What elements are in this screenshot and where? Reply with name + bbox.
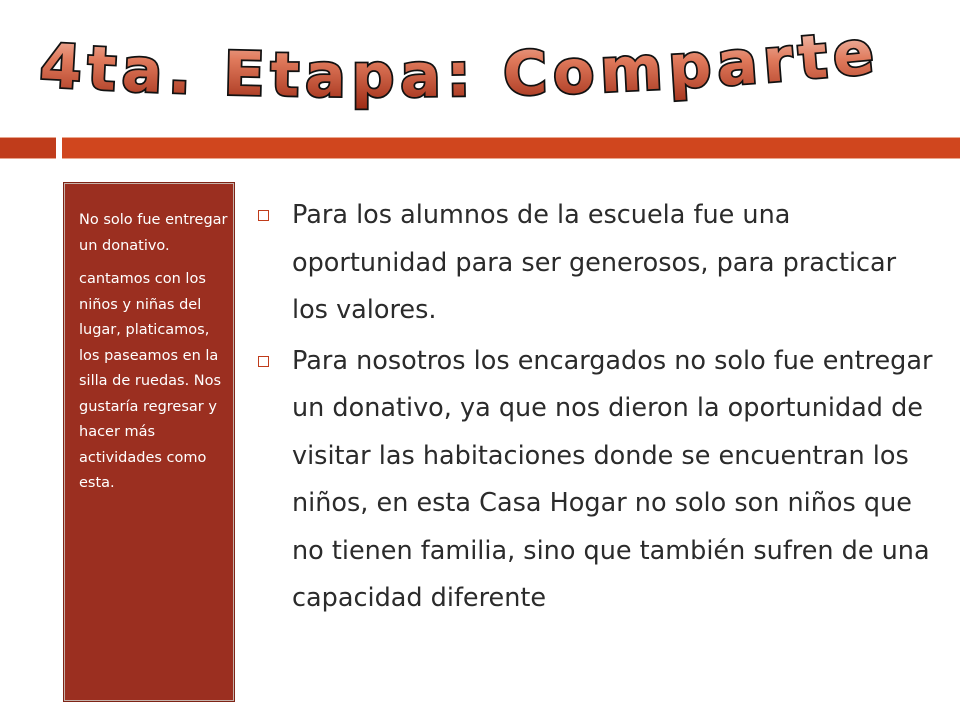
bullet-item xyxy=(256,338,936,623)
hollow-square-icon xyxy=(258,356,269,367)
sidebar-paragraph: No solo fue entregar un donativo. xyxy=(79,212,228,254)
bullet-text: Para los alumnos de la escuela fue una oportunidad para ser generosos, para practicar los valores. xyxy=(292,200,897,325)
sidebar-note xyxy=(64,183,234,701)
bullet-list xyxy=(256,192,936,623)
title-divider-left xyxy=(0,137,56,159)
hollow-square-icon xyxy=(258,210,269,221)
slide-title-wordart xyxy=(0,0,960,130)
bullet-text: Para nosotros los encargados no solo fue entregar un donativo, ya que nos dieron la oportunidad de visitar las habitaciones donde se encuentran los niños, en esta Casa Hogar no solo son niños que no tienen familia, sino que también sufren de una capacidad diferente xyxy=(292,345,933,613)
sidebar-paragraph: cantamos con los niños y niñas del lugar, platicamos, los paseamos en la silla de ruedas. Nos gustaría regresar y hacer más actividades como esta. xyxy=(79,271,222,491)
bullet-item xyxy=(256,192,936,335)
title-divider-right xyxy=(62,137,960,159)
slide-title: 4ta. Etapa: Comparte xyxy=(37,17,883,112)
